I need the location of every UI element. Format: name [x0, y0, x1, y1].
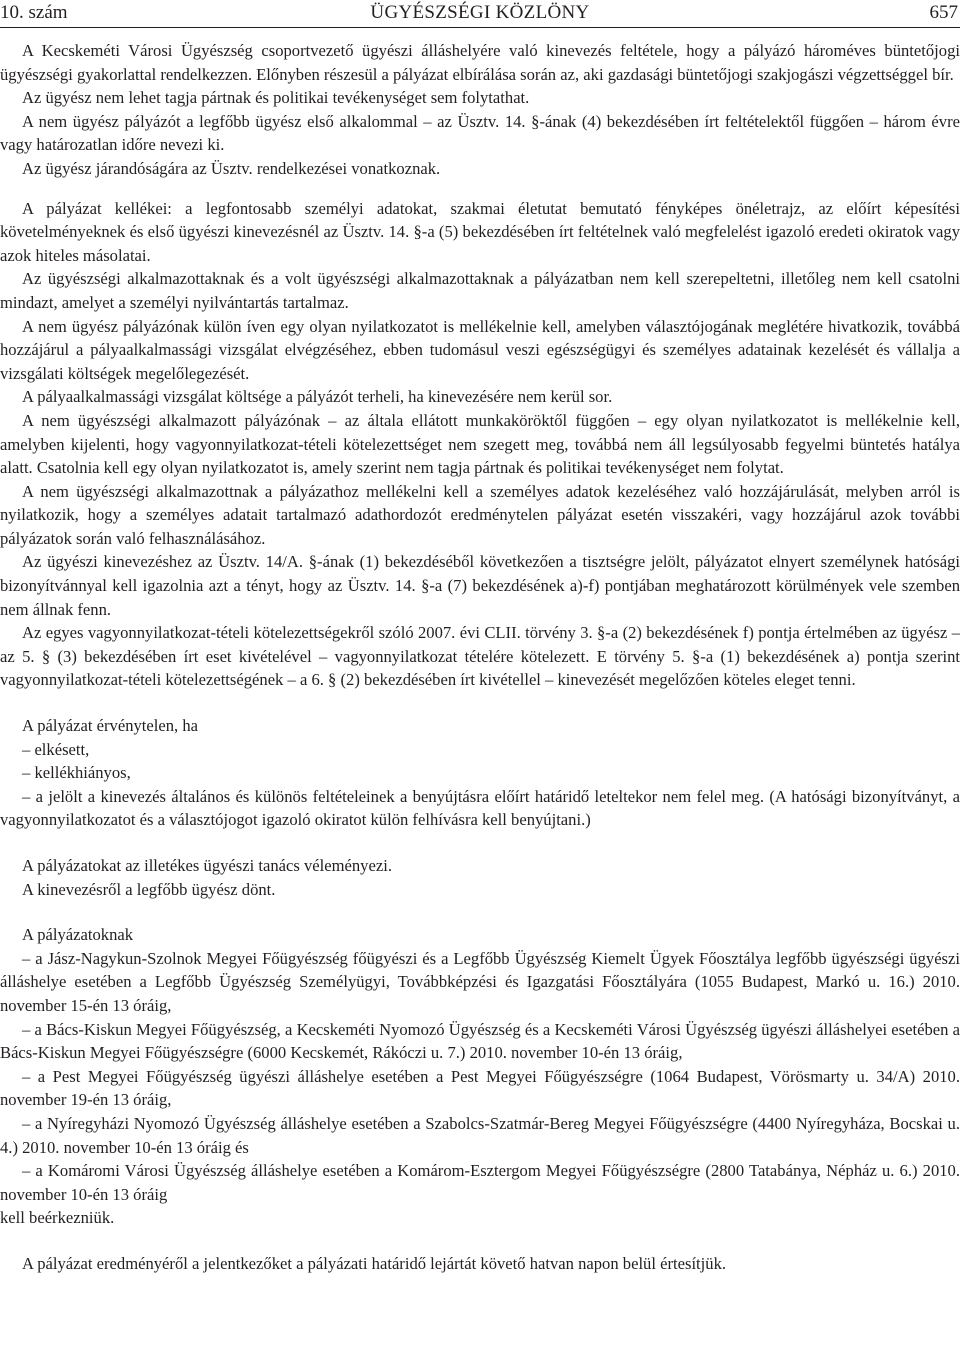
list-item-bacs: – a Bács-Kiskun Megyei Főügyészség, a Kecskeméti Nyomozó Ügyészség és a Kecskeméti Városi Ügyészség ügyészi álláshelyei esetében a Bács-Kiskun Megyei Főügyészségre (6000 Kecskemét, Rákóczi u. 7.) 2010. november 10-én 13 óráig,: [0, 1019, 960, 1063]
list-item-conditions: – a jelölt a kinevezés általános és különös feltételeinek a benyújtásra előírt határidő leteltekor nem felel meg. (A hatósági bizonyítványt, a vagyonnyilatkozatot és a választójogot igazoló okiratot külön felhívásra kell benyújtani.): [0, 786, 960, 830]
paragraph-employees: Az ügyészségi alkalmazottaknak és a volt ügyészségi alkalmazottaknak a pályázatban nem kell szerepeltetni, illetőleg nem kell csatolni mindazt, amelyet a személyi nyilvántartás tartalmaz.: [0, 269, 960, 312]
paragraph-attachments: A pályázat kellékei: a legfontosabb személyi adatokat, szakmai életutat bemutató fényképes önéletrajz, az előírt képesítési követelményeknek és első ügyészi kinevezésnél az Üsztv. 14. §-a (5) bekezdésében írt feltételnek való megfelelést igazoló eredeti okiratok vagy azok hiteles másolatai.: [0, 198, 960, 265]
paragraph-decision: A kinevezésről a legfőbb ügyész dönt.: [22, 879, 276, 899]
list-item-late: – elkésett,: [22, 739, 90, 759]
spacer: [0, 1230, 960, 1252]
list-item-jasz: – a Jász-Nagykun-Szolnok Megyei Főügyészség főügyészi és a Legfőbb Ügyészség Kiemelt Ügyek Főosztálya legfőbb ügyészségi ügyészi álláshelye esetében a Legfőbb Ügyészség Személyügyi, Továbbképzési és Igazgatási Főosztályára (1055 Budapest, Markó u. 16.) 2010. november 15-én 13 óráig,: [0, 948, 960, 1015]
paragraph-requirements: A Kecskeméti Városi Ügyészség csoportvezető ügyészi álláshelyére való kinevezés feltétele, hogy a pályázó hároméves büntetőjogi ügyészségi gyakorlattal rendelkezzen. Előnyben részesül a pályázat elbírálása során az, aki gazdasági büntetőjogi szakjogászi végzettséggel bír.: [0, 41, 960, 84]
paragraph-invalid-intro: A pályázat érvénytelen, ha: [22, 716, 198, 736]
paragraph-asset-declaration: Az egyes vagyonnyilatkozat-tételi kötelezettségekről szóló 2007. évi CLII. törvény 3. §-a (2) bekezdésének f) pontja értelmében az ügyész – az 5. § (3) bekezdésében írt eset kivételével – vagyonnyilatkozat tételére kötelezett. E törvény 5. §-a (1) bekezdésének a) pontja szerint vagyonnyilatkozat-tételi kötelezettségének – a 6. § (2) bekezdésében írt kivétellel – kinevezését megelőzően köteles eleget tenni.: [0, 623, 960, 690]
paragraph-certificate: Az ügyészi kinevezéshez az Üsztv. 14/A. §-ának (1) bekezdéséből következően a tisztségre jelölt, pályázatot elnyert személynek hatósági bizonyítvánnyal kell igazolnia azt a tényt, hogy az Üsztv. 14. §-a (7) bekezdésének a)-f) pontjában meghatározott körülmények vele szemben nem állnak fenn.: [0, 552, 960, 619]
paragraph-submission-intro: A pályázatoknak: [22, 925, 134, 945]
spacer: [0, 692, 960, 714]
paragraph-party: Az ügyész nem lehet tagja pártnak és politikai tevékenységet sem folytathat.: [22, 88, 530, 108]
list-item-pest: – a Pest Megyei Főügyészség ügyészi álláshelye esetében a Pest Megyei Főügyészségre (1064 Budapest, Vörösmarty u. 34/A) 2010. november 19-én 13 óráig,: [0, 1066, 960, 1110]
paragraph-arrive: kell beérkezniük.: [0, 1208, 115, 1228]
spacer: [0, 901, 960, 923]
list-item-incomplete: – kellékhiányos,: [22, 763, 131, 783]
paragraph-first-appointment: A nem ügyész pályázót a legfőbb ügyész első alkalommal – az Üsztv. 14. §-ának (4) bekezdésében írt feltételektől függően – három évre vagy határozatlan időre nevezi ki.: [0, 111, 960, 155]
paragraph-council: A pályázatokat az illetékes ügyészi tanács véleményezi.: [22, 856, 392, 875]
spacer: [0, 181, 960, 197]
header-rule: [0, 27, 960, 28]
paragraph-salary: Az ügyész járandóságára az Üsztv. rendelkezései vonatkoznak.: [22, 158, 441, 178]
issue-number: 10. szám: [0, 2, 68, 23]
document-body: [0, 39, 960, 1276]
spacer: [0, 832, 960, 854]
paragraph-non-employee-declaration: A nem ügyészségi alkalmazott pályázónak – az általa ellátott munkaköröktől függően – egy olyan nyilatkozatot is mellékelnie kell, amelyben kijelenti, hogy vagyonnyilatkozat-tételi kötelezettséget nem szegett meg, továbbá nem áll legsúlyosabb fegyelmi büntetés hatálya alatt. Csatolnia kell egy olyan nyilatkozatot is, amely szerint nem tagja pártnak és politikai tevékenységet nem folytat.: [0, 410, 960, 478]
paragraph-declaration: A nem ügyész pályázónak külön íven egy olyan nyilatkozatot is mellékelnie kell, amelyben választójogának meglétére hivatkozik, továbbá hozzájárul a pályaalkalmassági vizsgálat elvégzéséhez, ebben tudomásul veszi egészségügyi és személyes adatainak kezelését és vállalja a vizsgálati költségek megelőlegezését.: [0, 316, 960, 383]
page-number: 657: [929, 2, 958, 23]
list-item-nyiregyhaza: – a Nyíregyházi Nyomozó Ügyészség álláshelye esetében a Szabolcs-Szatmár-Bereg Megyei Főügyészségre (4400 Nyíregyháza, Bocskai u. 4.) 2010. november 10-én 13 óráig és: [0, 1113, 960, 1157]
journal-title: ÜGYÉSZSÉGI KÖZLÖNY: [370, 2, 590, 23]
list-item-komarom: – a Komáromi Városi Ügyészség álláshelye esetében a Komárom-Esztergom Megyei Főügyészségre (2800 Tatabánya, Népház u. 6.) 2010. november 10-én 13 óráig: [0, 1161, 960, 1204]
paragraph-result-notice: A pályázat eredményéről a jelentkezőket a pályázati határidő lejártát követő hatvan napon belül értesítjük.: [22, 1253, 727, 1273]
paragraph-data-consent: A nem ügyészségi alkalmazottnak a pályázathoz mellékelni kell a személyes adatok kezeléséhez való hozzájárulását, melyben arról is nyilatkozik, hogy a személyes adatait tartalmazó adathordozót eredménytelen pályázat esetén visszakéri, vagy hozzájárul azok további pályázatok során való felhasználásához.: [0, 481, 960, 548]
paragraph-exam-cost: A pályaalkalmassági vizsgálat költsége a pályázót terheli, ha kinevezésére nem kerül sor.: [22, 387, 613, 407]
page-header: [0, 0, 960, 28]
